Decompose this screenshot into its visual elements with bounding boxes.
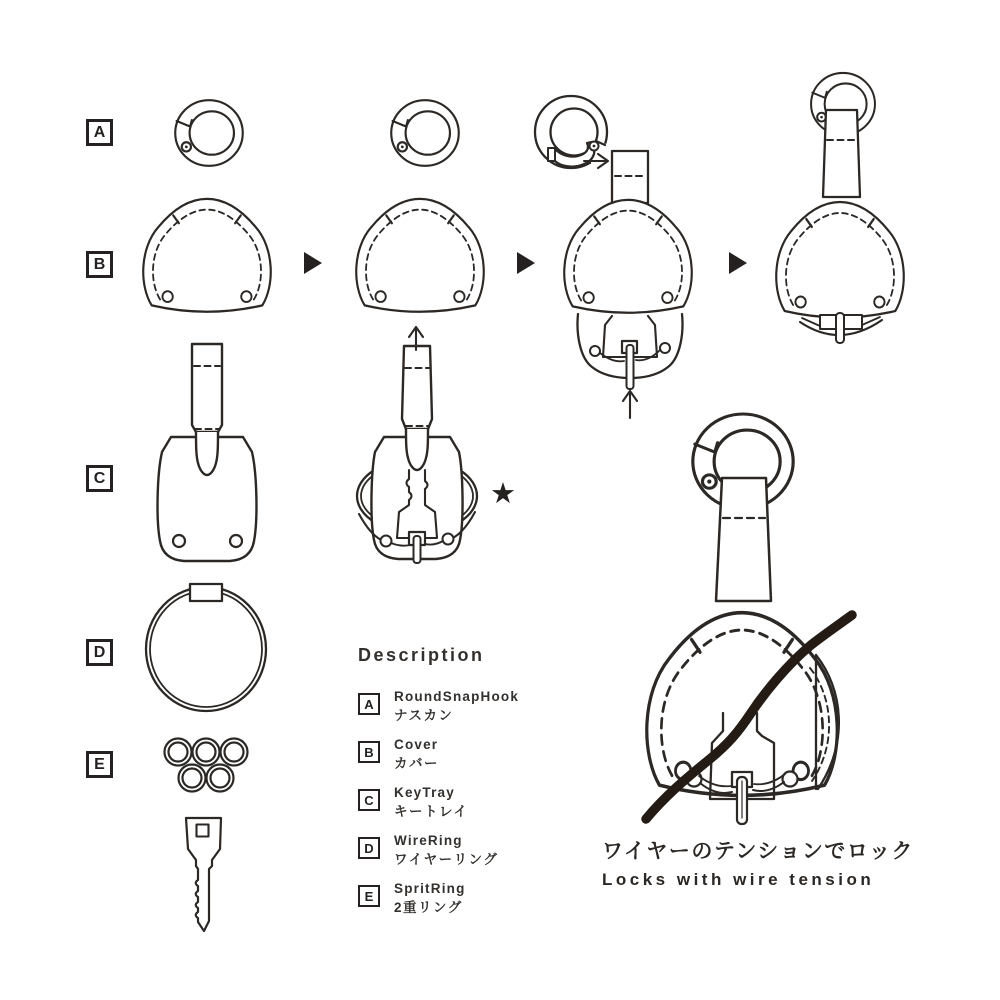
step3-keytray-bottom-drawing	[578, 314, 683, 389]
legend-name-en-a: RoundSnapHook	[394, 689, 520, 704]
star-marker: ★	[490, 478, 516, 510]
legend-name-jp-d: ワイヤーリング	[394, 852, 499, 867]
legend-name-jp-b: カバー	[394, 756, 439, 771]
part-e-splitrings-drawing	[165, 739, 248, 792]
legend-name-en-e: SpritRing	[394, 881, 466, 896]
part-b-cover-drawing	[143, 199, 271, 312]
part-label-a: A	[86, 119, 113, 146]
step-arrow-1	[304, 252, 322, 274]
legend-row-a	[358, 688, 519, 724]
insert-up-arrow-step3	[623, 391, 637, 418]
caption-japanese: ワイヤーのテンションでロック	[602, 840, 914, 863]
step3-cover-drawing	[564, 200, 692, 313]
step-arrow-3	[729, 252, 747, 274]
part-label-e: E	[86, 751, 113, 778]
part-label-b: B	[86, 251, 113, 278]
legend-name-en-b: Cover	[394, 737, 439, 752]
step3-open-roundsnaphook-drawing	[535, 96, 624, 188]
part-c-keytray-drawing	[158, 344, 257, 561]
step4-assembled-drawing	[776, 73, 904, 343]
step2-roundsnaphook-drawing	[391, 100, 459, 166]
legend-name-jp-a: ナスカン	[394, 708, 454, 723]
legend-name-en-c: KeyTray	[394, 785, 455, 800]
part-label-c: C	[86, 465, 113, 492]
legend-key-b: B	[358, 741, 380, 763]
legend-key-a: A	[358, 693, 380, 715]
legend-name-en-d: WireRing	[394, 833, 463, 848]
step2-cover-drawing	[356, 199, 484, 312]
legend	[358, 645, 519, 928]
final-assembly-drawing	[646, 414, 852, 824]
part-label-d: D	[86, 639, 113, 666]
key-drawing	[186, 818, 221, 931]
legend-name-jp-c: キートレイ	[394, 804, 469, 819]
part-a-roundsnaphook-drawing	[175, 100, 243, 166]
legend-row-e	[358, 880, 519, 916]
legend-row-b	[358, 736, 519, 772]
legend-key-d: D	[358, 837, 380, 859]
legend-row-d	[358, 832, 519, 868]
part-d-wirering-drawing	[146, 584, 266, 711]
legend-key-e: E	[358, 885, 380, 907]
step2-keytray-wirering-drawing	[357, 346, 477, 563]
step3-strap-tab-drawing	[612, 151, 648, 203]
caption	[602, 839, 914, 890]
legend-row-c	[358, 784, 519, 820]
legend-title: Description	[358, 645, 485, 665]
legend-key-c: C	[358, 789, 380, 811]
caption-english: Locks with wire tension	[602, 870, 875, 889]
legend-name-jp-e: 2重リング	[394, 900, 463, 915]
step-arrow-2	[517, 252, 535, 274]
